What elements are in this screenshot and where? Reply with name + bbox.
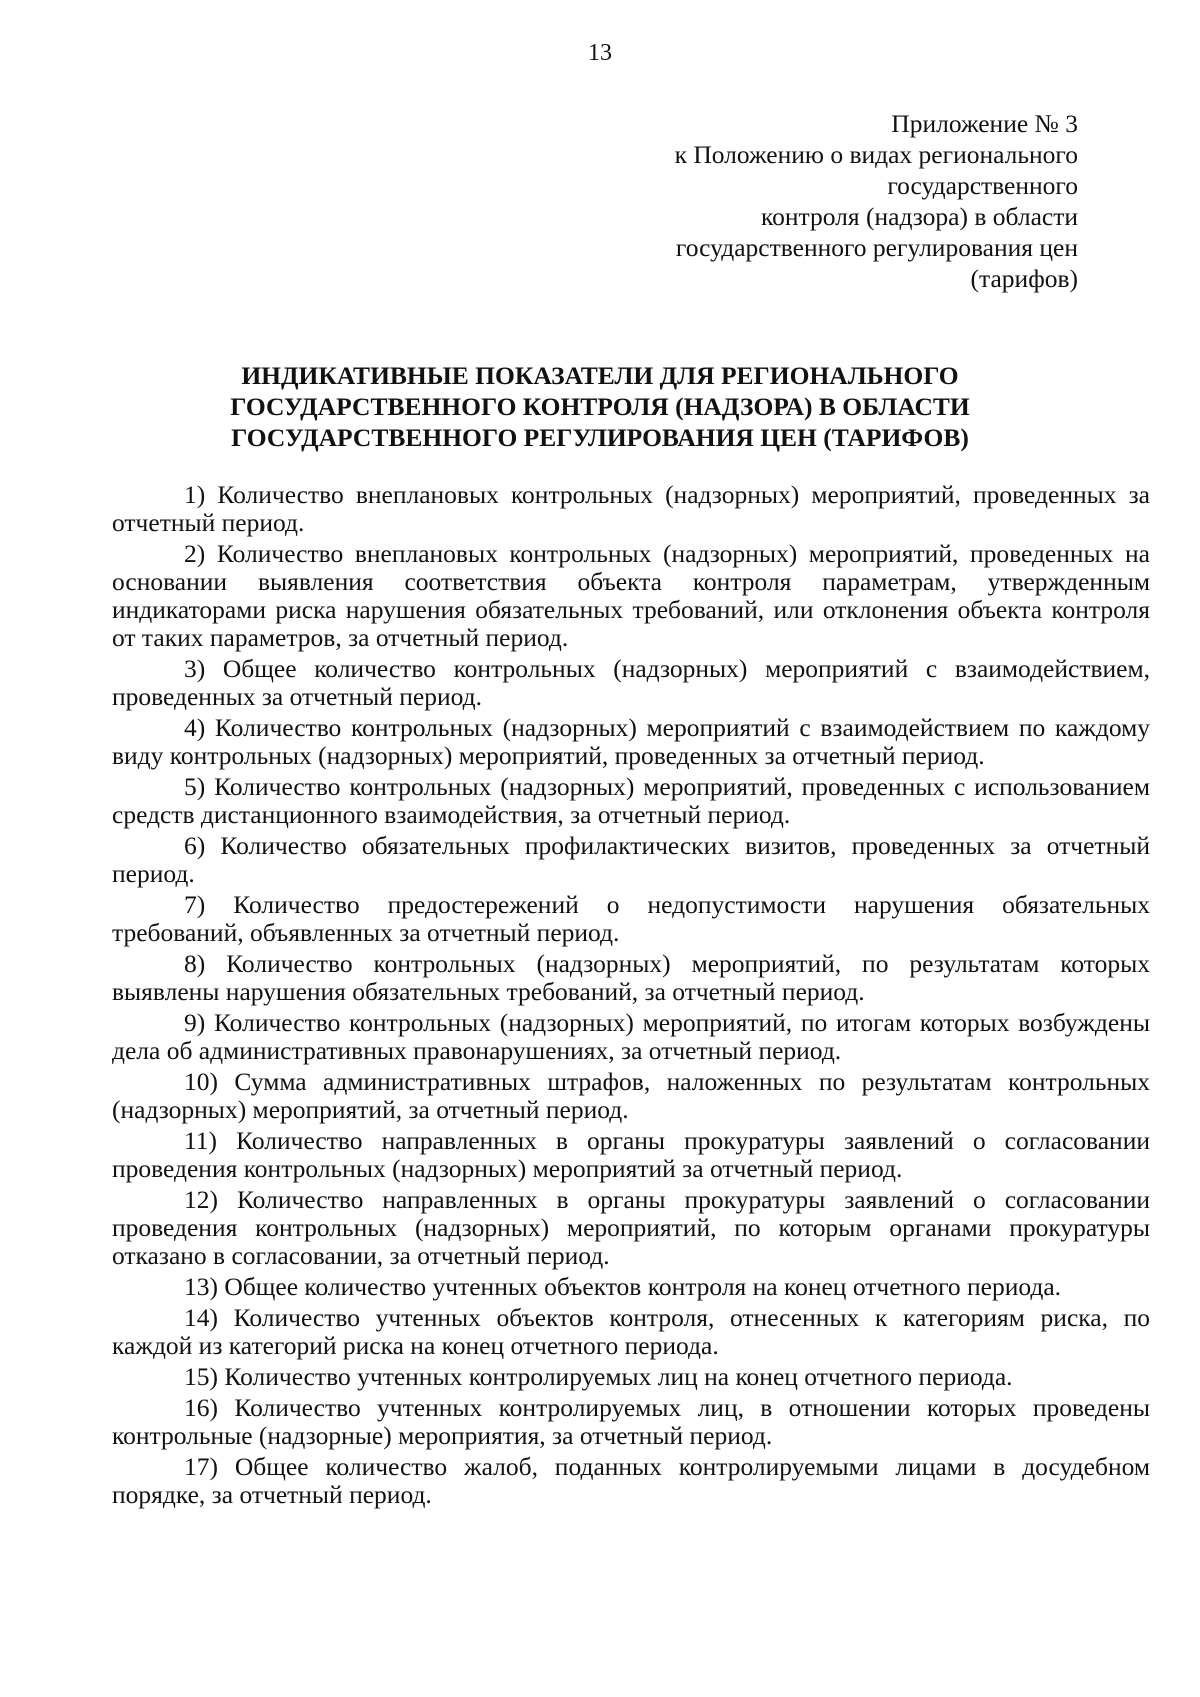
indicator-item: 14) Количество учтенных объектов контроля, отнесенных к категориям риска, по каждой из категорий риска на конец отчетного периода.	[112, 1303, 1150, 1360]
indicator-item: 11) Количество направленных в органы прокуратуры заявлений о согласовании проведения контрольных (надзорных) мероприятий за отчетный период.	[112, 1126, 1150, 1183]
appendix-line: государственного регулирования цен	[675, 233, 1078, 262]
indicator-item: 9) Количество контрольных (надзорных) мероприятий, по итогам которых возбуждены дела об административных правонарушениях, за отчетный период.	[112, 1008, 1150, 1065]
indicator-item: 4) Количество контрольных (надзорных) мероприятий с взаимодействием по каждому виду контрольных (надзорных) мероприятий, проведенных за отчетный период.	[112, 713, 1150, 770]
indicator-list	[112, 481, 1150, 1512]
appendix-line: к Положению о видах регионального	[674, 140, 1078, 169]
indicator-item: 16) Количество учтенных контролируемых лиц, в отношении которых проведены контрольные (надзорные) мероприятия, за отчетный период.	[112, 1393, 1150, 1450]
indicator-item: 10) Сумма административных штрафов, наложенных по результатам контрольных (надзорных) мероприятий, за отчетный период.	[112, 1067, 1150, 1124]
appendix-line: (тарифов)	[970, 264, 1078, 293]
appendix-line: контроля (надзора) в области	[761, 202, 1078, 231]
indicator-item: 3) Общее количество контрольных (надзорных) мероприятий с взаимодействием, проведенных за отчетный период.	[112, 654, 1150, 711]
page-number: 13	[588, 40, 612, 66]
appendix-line: Приложение № 3	[891, 109, 1078, 138]
indicator-item: 12) Количество направленных в органы прокуратуры заявлений о согласовании проведения контрольных (надзорных) мероприятий, по которым органами прокуратуры отказано в согласовании, за отчетный период.	[112, 1185, 1150, 1270]
document-title	[0, 360, 1200, 453]
indicator-item: 15) Количество учтенных контролируемых лиц на конец отчетного периода.	[184, 1362, 1013, 1391]
indicator-item: 5) Количество контрольных (надзорных) мероприятий, проведенных с использованием средств дистанционного взаимодействия, за отчетный период.	[112, 772, 1150, 829]
appendix-line: государственного	[887, 171, 1078, 200]
title-line: ГОСУДАРСТВЕННОГО КОНТРОЛЯ (НАДЗОРА) В ОБЛАСТИ	[230, 392, 970, 421]
indicator-item: 8) Количество контрольных (надзорных) мероприятий, по результатам которых выявлены нарушения обязательных требований, за отчетный период.	[112, 949, 1150, 1006]
indicator-item: 6) Количество обязательных профилактических визитов, проведенных за отчетный период.	[112, 831, 1150, 888]
title-line: ИНДИКАТИВНЫЕ ПОКАЗАТЕЛИ ДЛЯ РЕГИОНАЛЬНОГО	[241, 361, 959, 390]
indicator-item: 1) Количество внеплановых контрольных (надзорных) мероприятий, проведенных за отчетный период.	[112, 480, 1150, 537]
indicator-item: 7) Количество предостережений о недопустимости нарушения обязательных требований, объявленных за отчетный период.	[112, 890, 1150, 947]
title-line: ГОСУДАРСТВЕННОГО РЕГУЛИРОВАНИЯ ЦЕН (ТАРИФОВ)	[231, 423, 969, 452]
appendix-header	[675, 108, 1078, 294]
indicator-item: 17) Общее количество жалоб, поданных контролируемыми лицами в досудебном порядке, за отчетный период.	[112, 1452, 1150, 1509]
indicator-item: 13) Общее количество учтенных объектов контроля на конец отчетного периода.	[184, 1272, 1062, 1301]
indicator-item: 2) Количество внеплановых контрольных (надзорных) мероприятий, проведенных на основании выявления соответствия объекта контроля параметрам, утвержденным индикаторами риска нарушения обязательных требований, или отклонения объекта контроля от таких параметров, за отчетный период.	[112, 539, 1150, 652]
